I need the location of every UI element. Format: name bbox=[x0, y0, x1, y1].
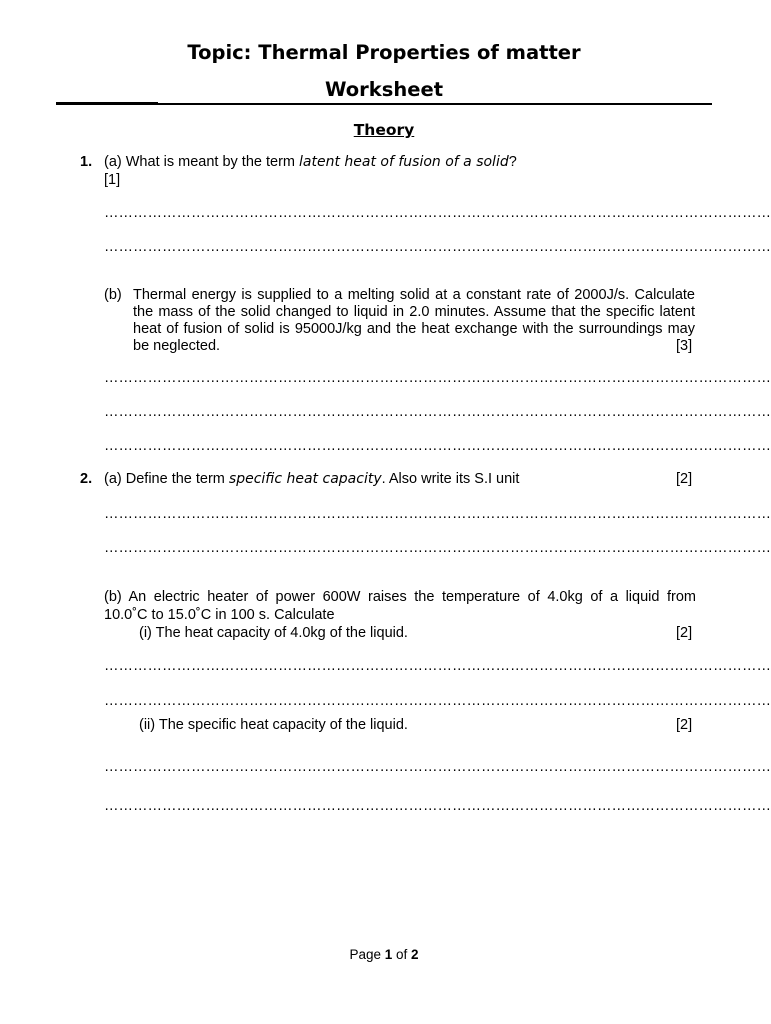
footer-page-word: Page bbox=[349, 947, 381, 962]
question-1a-marks: [1] bbox=[104, 172, 121, 188]
answer-line[interactable]: ………………………………………………………………………………………………………………………… bbox=[104, 506, 771, 522]
answer-line[interactable]: ………………………………………………………………………………………………………………………… bbox=[104, 759, 771, 775]
footer-page-total: 2 bbox=[411, 947, 419, 962]
footer-page-number: 1 bbox=[384, 947, 393, 962]
question-1b-text: Thermal energy is supplied to a melting solid at a constant rate of 2000J/s. Calculate the mass of the solid changed to liquid in 2.0 minutes. Assume that the specific latent heat of fusion of solid is 95000J/kg and the heat exchange with the surroundings may be neglected. bbox=[133, 287, 695, 354]
question-1a-suffix: ? bbox=[508, 154, 517, 170]
question-1a-text bbox=[104, 154, 517, 171]
question-1a-term: latent heat of fusion of a solid bbox=[299, 154, 509, 170]
answer-line[interactable]: ………………………………………………………………………………………………………………………… bbox=[104, 438, 771, 454]
topic-title: Topic: Thermal Properties of matter bbox=[187, 41, 581, 64]
question-1b-label: (b) bbox=[104, 287, 122, 303]
answer-line[interactable]: ………………………………………………………………………………………………………………………… bbox=[104, 205, 771, 221]
worksheet-title: Worksheet bbox=[324, 78, 444, 101]
question-2-number: 2. bbox=[80, 471, 93, 487]
question-2a-suffix: . Also write its S.I unit bbox=[381, 471, 520, 487]
question-2b-i-marks: [2] bbox=[676, 625, 693, 641]
header-rule bbox=[56, 103, 712, 105]
question-2b-line-2: 10.0˚C to 15.0˚C in 100 s. Calculate bbox=[104, 607, 335, 623]
answer-line[interactable]: ………………………………………………………………………………………………………………………… bbox=[104, 370, 771, 386]
question-2a-text bbox=[104, 471, 519, 488]
question-2a-term: specific heat capacity bbox=[228, 471, 382, 487]
answer-line[interactable]: ………………………………………………………………………………………………………………………… bbox=[104, 658, 771, 674]
answer-line[interactable]: ………………………………………………………………………………………………………………………… bbox=[104, 693, 771, 709]
footer-of-word: of bbox=[396, 947, 408, 962]
question-1-number: 1. bbox=[80, 154, 93, 170]
question-2b-ii-text: (ii) The specific heat capacity of the liquid. bbox=[139, 717, 408, 733]
answer-line[interactable]: ………………………………………………………………………………………………………………………… bbox=[104, 404, 771, 420]
question-1b-marks: [3] bbox=[676, 338, 693, 354]
section-title: Theory bbox=[353, 121, 415, 139]
question-2a-marks: [2] bbox=[676, 471, 693, 487]
question-2a-prefix: (a) Define the term bbox=[104, 471, 229, 487]
answer-line[interactable]: ………………………………………………………………………………………………………………………… bbox=[104, 540, 771, 556]
answer-line[interactable]: ………………………………………………………………………………………………………………………… bbox=[104, 798, 771, 814]
page-footer bbox=[0, 947, 768, 962]
question-2b-i-text: (i) The heat capacity of 4.0kg of the liquid. bbox=[139, 625, 408, 641]
question-1a-prefix: (a) What is meant by the term bbox=[104, 154, 300, 170]
question-2b-ii-marks: [2] bbox=[676, 717, 693, 733]
question-2b-line-1: (b) An electric heater of power 600W raises the temperature of 4.0kg of a liquid from bbox=[104, 589, 696, 605]
answer-line[interactable]: ………………………………………………………………………………………………………………………… bbox=[104, 239, 771, 255]
